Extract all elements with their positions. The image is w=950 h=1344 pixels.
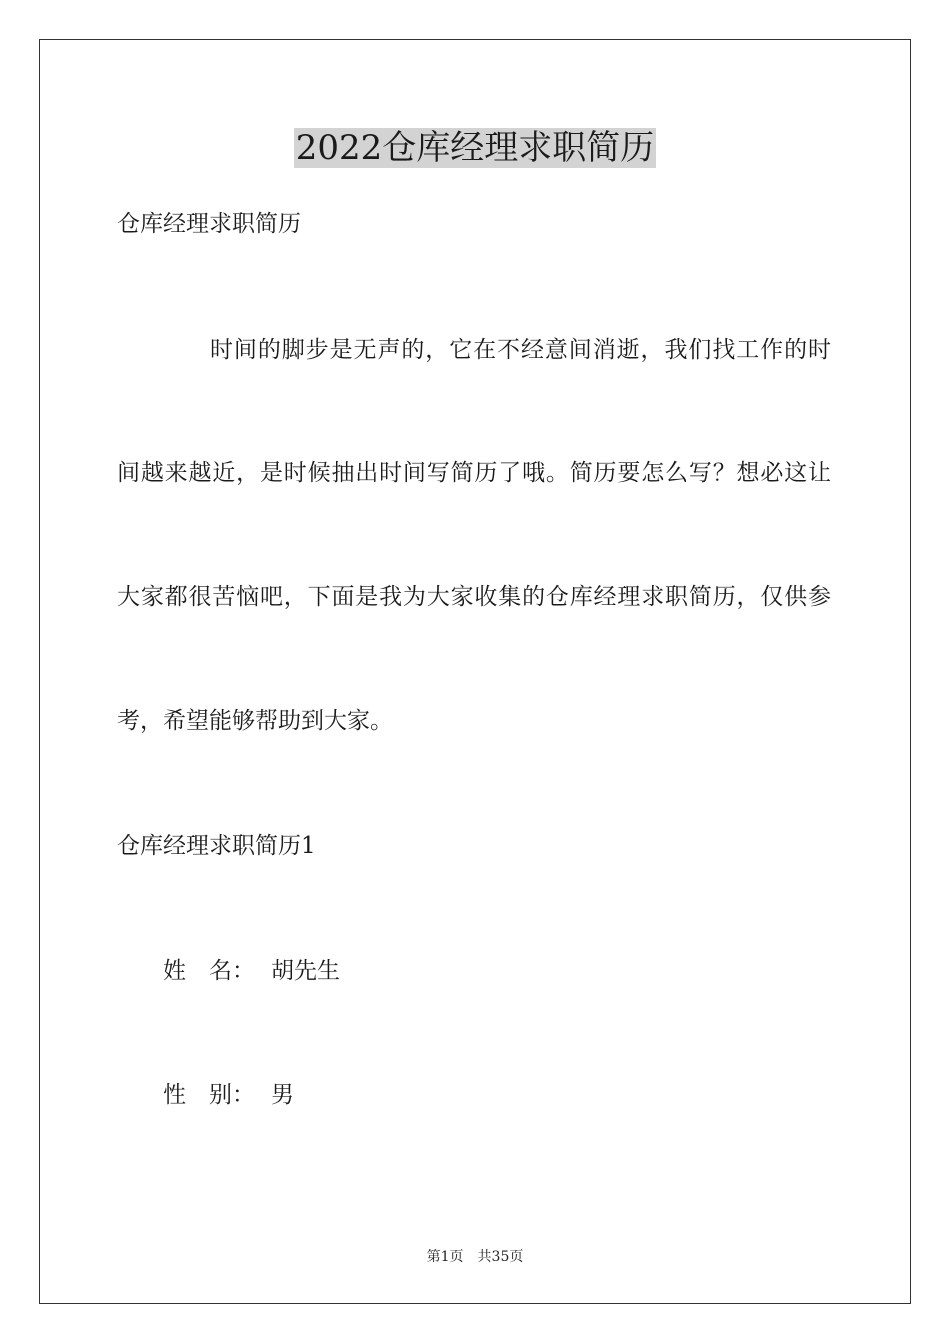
intro-paragraph-line-2: 间越来越近，是时候抽出时间写简历了哦。简历要怎么写？想必这让 xyxy=(117,460,831,486)
field-name-label: 姓 名： xyxy=(163,958,255,984)
document-title xyxy=(0,126,950,170)
intro-paragraph-line-1: 时间的脚步是无声的，它在不经意间消逝，我们找工作的时 xyxy=(210,337,831,363)
section-heading: 仓库经理求职简历1 xyxy=(117,833,316,859)
intro-paragraph-line-3: 大家都很苦恼吧，下面是我为大家收集的仓库经理求职简历，仅供参 xyxy=(117,584,831,610)
intro-paragraph-line-4: 考，希望能够帮助到大家。 xyxy=(117,708,393,734)
page-footer: 第1页 共35页 xyxy=(426,1249,524,1265)
field-gender-value: 男 xyxy=(271,1082,294,1108)
document-title-text: 2022仓库经理求职简历 xyxy=(295,128,655,168)
field-name-value: 胡先生 xyxy=(271,958,340,984)
document-subtitle: 仓库经理求职简历 xyxy=(117,211,301,237)
field-name xyxy=(163,956,340,986)
field-gender-label: 性 别： xyxy=(163,1082,255,1108)
field-gender xyxy=(163,1080,294,1110)
